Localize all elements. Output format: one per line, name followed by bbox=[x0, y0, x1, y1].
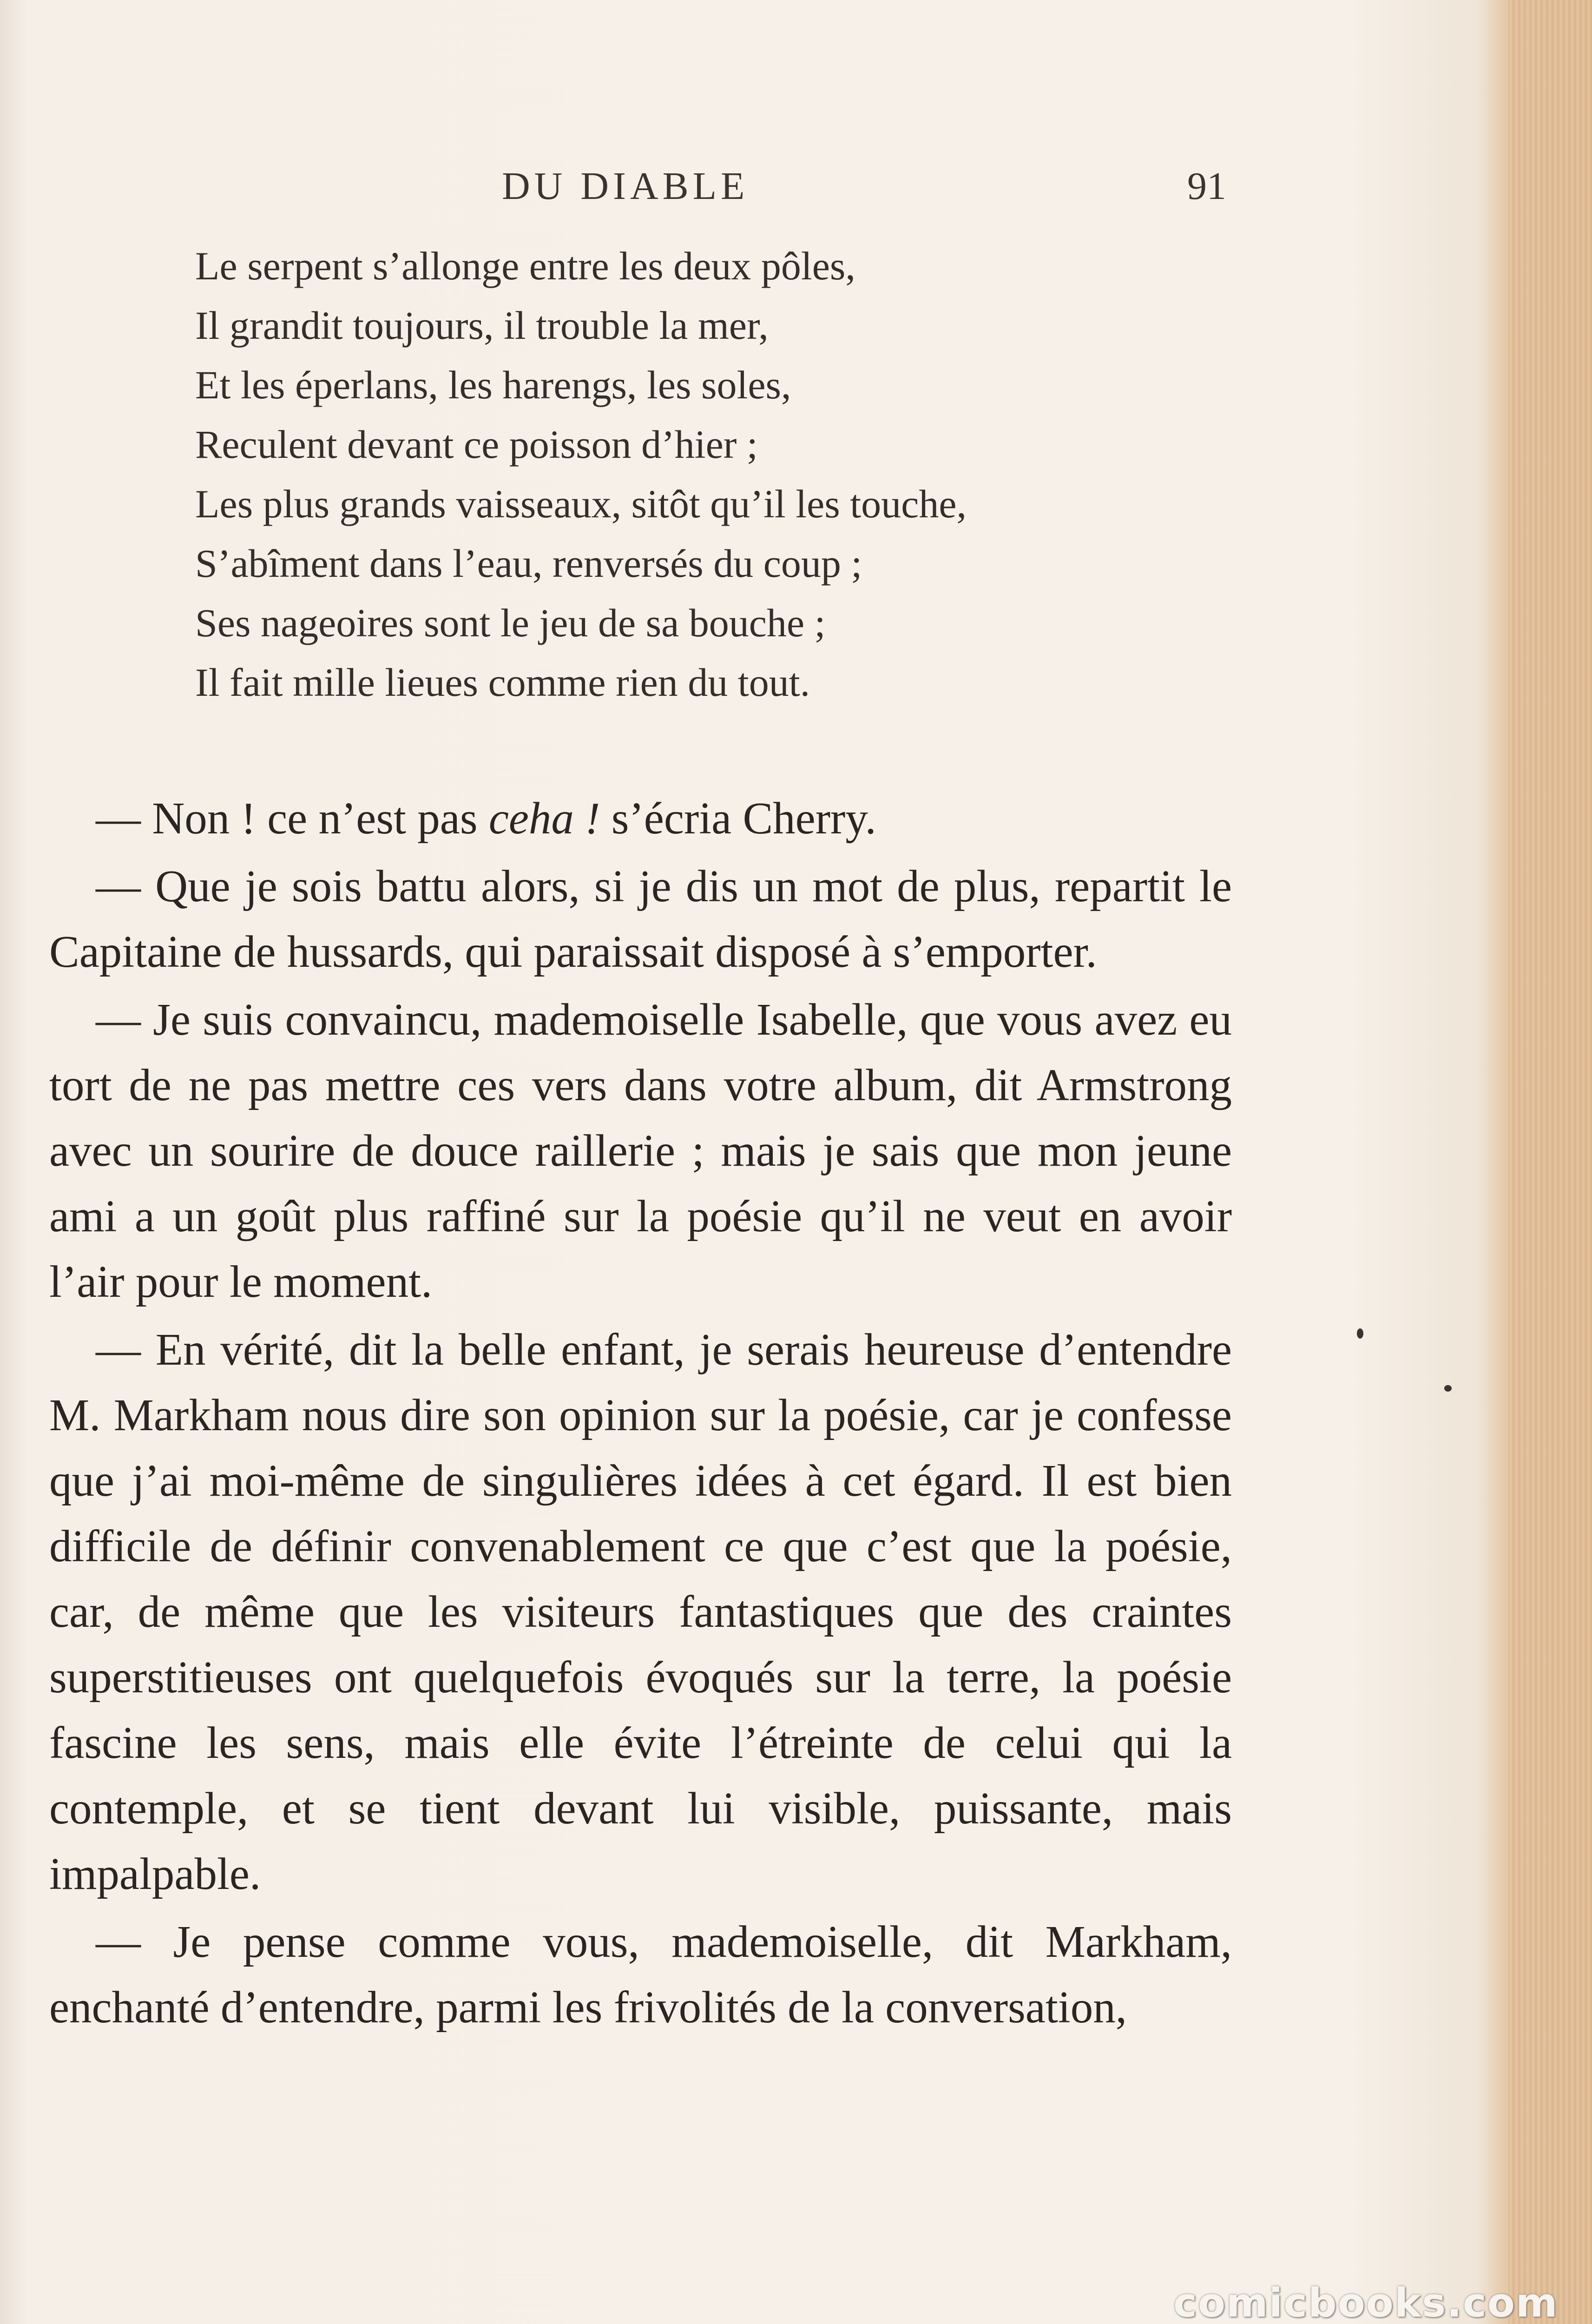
watermark-logo: comicbooks.com bbox=[1173, 2280, 1559, 2324]
paragraph: — Je suis convaincu, mademoiselle Isabelle, que vous avez eu tort de ne pas mettre ces vers dans votre album, dit Armstrong avec un sourire de douce raillerie ; mais je sais que mon jeune ami a un goût plus raffiné sur la poésie qu’il ne veut en avoir l’air pour le moment. bbox=[49, 995, 1232, 1307]
paragraph: — Que je sois battu alors, si je dis un mot de plus, repartit le Capitaine de hussards, qui paraissait disposé à s’emporter. bbox=[49, 861, 1232, 977]
paragraph: — En vérité, dit la belle enfant, je serais heureuse d’entendre M. Markham nous dire son opinion sur la poésie, car je confesse que j’ai moi-même de singulières idées à cet égard. Il est bien difficile de définir convenablement ce que c’est que la poésie, car, de même que les visiteurs fantastiques que des craintes superstitieuses ont quelquefois évoqués sur la terre, la poésie fascine les sens, mais elle évite l’étreinte de celui qui la contemple, et se tient devant lui visible, puissante, mais impalpable. bbox=[49, 1325, 1232, 1899]
verse-line: Il grandit toujours, il trouble la mer, bbox=[195, 303, 769, 348]
paragraph-text: — Non ! ce n’est pas bbox=[96, 793, 489, 843]
verse-line: Ses nageoires sont le jeu de sa bouche ; bbox=[195, 601, 826, 645]
verse-line: Le serpent s’allonge entre les deux pôles, bbox=[195, 244, 855, 288]
paragraph: — Je pense comme vous, mademoiselle, dit Markham, enchanté d’entendre, parmi les frivolités de la conversation, bbox=[49, 1917, 1232, 2032]
verse-line: Les plus grands vaisseaux, sitôt qu’il les touche, bbox=[195, 482, 967, 526]
prose-block bbox=[49, 786, 1232, 2040]
ink-speck bbox=[1357, 1328, 1363, 1339]
running-head: DU DIABLE bbox=[502, 165, 749, 208]
verse-line: Reculent devant ce poisson d’hier ; bbox=[195, 422, 758, 467]
page-edge bbox=[1508, 0, 1592, 2324]
verse-line: S’abîment dans l’eau, renversés du coup ; bbox=[195, 541, 862, 586]
emphasized-text: ceha ! bbox=[488, 793, 600, 843]
paragraph bbox=[49, 786, 1232, 851]
ink-speck bbox=[1444, 1385, 1452, 1392]
page-number: 91 bbox=[1187, 165, 1226, 208]
verse-line: Il fait mille lieues comme rien du tout. bbox=[195, 660, 810, 705]
paragraph-text: s’écria Cherry. bbox=[600, 793, 876, 843]
verse-line: Et les éperlans, les harengs, les soles, bbox=[195, 363, 791, 407]
verse-block bbox=[195, 236, 1310, 712]
